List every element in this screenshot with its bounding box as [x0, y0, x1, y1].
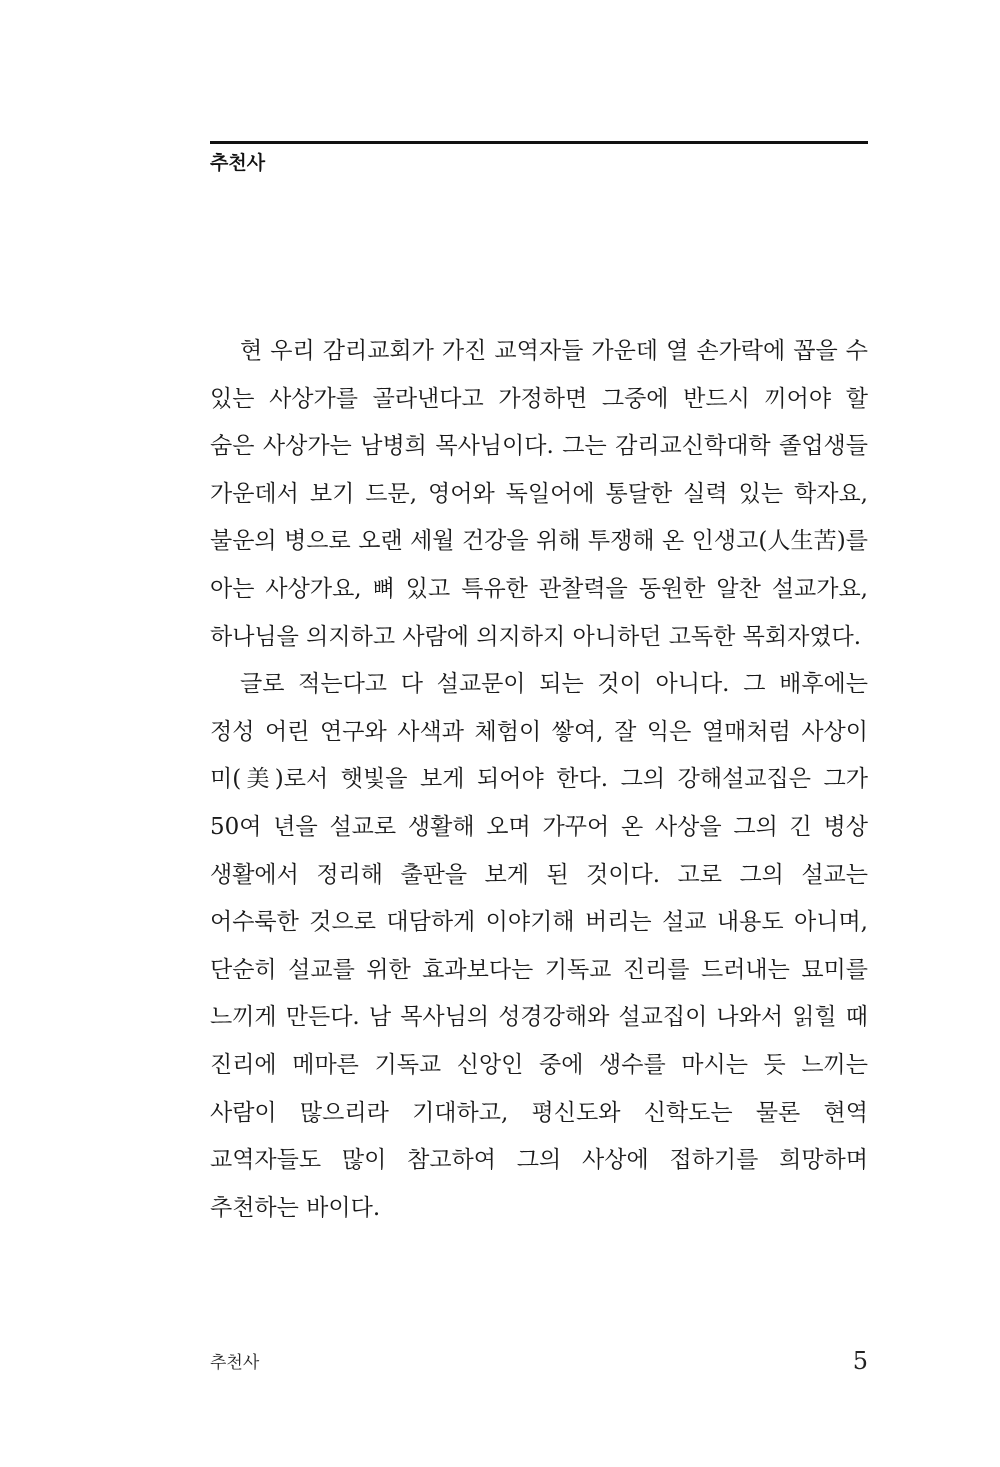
page-number: 5 [852, 1347, 868, 1375]
section-title: 추천사 [210, 152, 266, 174]
paragraph: 글로 적는다고 다 설교문이 되는 것이 아니다. 그 배후에는 정성 어린 연구와 사색과 체험이 쌓여, 잘 익은 열매처럼 사상이 미(美)로서 햇빛을 보게 되어야 한다. 그의 강해설교집은 그가 50여 년을 설교로 생활해 오며 가꾸어 온 사상을 그의 긴 병상 생활에서 정리해 출판을 보게 된 것이다. 고로 그의 설교는 어수룩한 것으로 대담하게 이야기해 버리는 설교 내용도 아니며, 단순히 설교를 위한 효과보다는 기독교 진리를 드러내는 묘미를 느끼게 만든다. 남 목사님의 성경강해와 설교집이 나와서 읽힐 때 진리에 메마른 기독교 신앙인 중에 생수를 마시는 듯 느끼는 사람이 많으리라 기대하고, 평신도와 신학도는 물론 현역 교역자들도 많이 참고하여 그의 사상에 접하기를 희망하며 추천하는 바이다. [210, 671, 868, 1221]
body-text [210, 328, 868, 1232]
header-rule [210, 141, 868, 144]
paragraph: 현 우리 감리교회가 가진 교역자들 가운데 열 손가락에 꼽을 수 있는 사상가를 골라낸다고 가정하면 그중에 반드시 끼어야 할 숨은 사상가는 남병희 목사님이다. 그는 감리교신학대학 졸업생들 가운데서 보기 드문, 영어와 독일어에 통달한 실력 있는 학자요, 불운의 병으로 오랜 세월 건강을 위해 투쟁해 온 인생고(人生苦)를 아는 사상가요, 뼈 있고 특유한 관찰력을 동원한 알찬 설교가요, 하나님을 의지하고 사람에 의지하지 아니하던 고독한 목회자였다. [210, 338, 868, 650]
footer-section-label: 추천사 [210, 1353, 260, 1373]
